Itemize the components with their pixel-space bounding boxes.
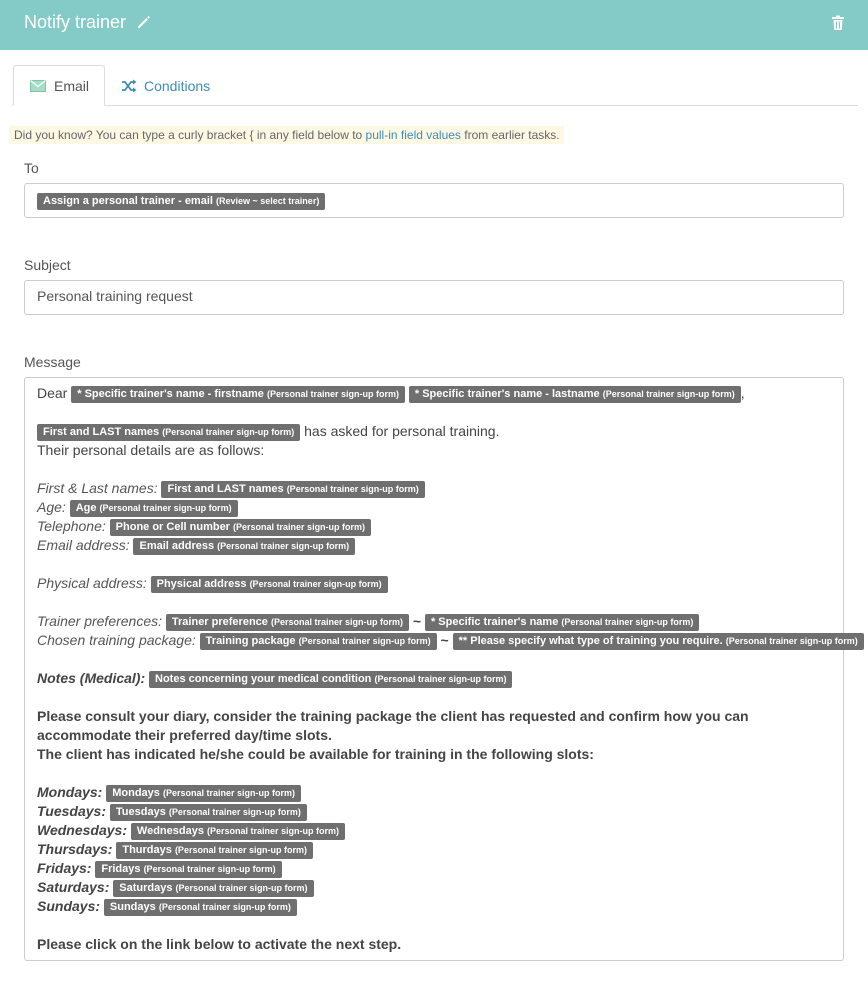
day-label: Saturdays:: [37, 879, 110, 895]
day-chip[interactable]: Tuesdays (Personal trainer sign-up form): [110, 804, 307, 821]
to-recipient-chip[interactable]: [37, 193, 325, 210]
envelope-icon: [30, 80, 46, 92]
day-chip[interactable]: Wednesdays (Personal trainer sign-up form): [131, 823, 345, 840]
day-label: Thursdays:: [37, 841, 113, 857]
consult-text-1: Please consult your diary, consider the training package the client has requested and confirm how you can: [37, 708, 749, 724]
field-chip[interactable]: ** Please specify what type of training you require. (Personal trainer sign-up form): [453, 633, 864, 650]
tilde-text: ~: [440, 632, 449, 648]
available-text: The client has indicated he/she could be available for training in the following slots:: [37, 746, 594, 762]
field-chip[interactable]: Notes concerning your medical condition (Personal trainer sign-up form): [149, 671, 512, 688]
field-label: Age:: [37, 499, 66, 515]
day-chip[interactable]: Mondays (Personal trainer sign-up form): [106, 785, 301, 802]
field-label: Trainer preferences:: [37, 613, 163, 629]
day-label: Tuesdays:: [37, 803, 106, 819]
pull-in-field-values-link[interactable]: pull-in field values: [365, 128, 461, 142]
tab-email[interactable]: [13, 65, 105, 106]
dear-text: Dear: [37, 385, 68, 401]
day-chip[interactable]: Saturdays (Personal trainer sign-up form): [113, 880, 313, 897]
comma-text: ,: [740, 385, 745, 401]
field-label: Notes (Medical):: [37, 670, 146, 686]
day-chip[interactable]: Sundays (Personal trainer sign-up form): [104, 899, 297, 916]
subject-input[interactable]: Personal training request: [24, 280, 844, 315]
field-chip[interactable]: * Specific trainer's name (Personal trainer sign-up form): [425, 614, 699, 631]
field-chip[interactable]: Trainer preference (Personal trainer sign-up form): [166, 614, 409, 631]
field-chip[interactable]: Age (Personal trainer sign-up form): [70, 500, 238, 517]
field-label: Email address:: [37, 537, 130, 553]
tip-text-after: from earlier tasks.: [460, 128, 560, 142]
field-chip[interactable]: Email address (Personal trainer sign-up form): [133, 538, 355, 555]
to-label: To: [24, 160, 39, 176]
field-label: Physical address:: [37, 575, 147, 591]
tip-banner: [9, 126, 564, 144]
trash-icon[interactable]: [831, 15, 845, 31]
tab-email-label: Email: [54, 77, 90, 94]
details-intro: Their personal details are as follows:: [37, 442, 265, 458]
tab-conditions[interactable]: [121, 65, 210, 106]
field-label: Chosen training package:: [37, 632, 196, 648]
day-label: Sundays:: [37, 898, 101, 914]
chip-source: (Review ~ select trainer): [216, 195, 320, 206]
tilde-text: ~: [412, 613, 422, 629]
field-chip[interactable]: Training package (Personal trainer sign-up form): [200, 633, 437, 650]
field-chip[interactable]: * Specific trainer's name - firstname (Personal trainer sign-up form): [71, 386, 405, 403]
day-chip[interactable]: Thurdays (Personal trainer sign-up form): [116, 842, 313, 859]
task-header: [0, 0, 868, 50]
field-chip[interactable]: Phone or Cell number (Personal trainer sign-up form): [110, 519, 371, 536]
to-field[interactable]: [24, 183, 844, 218]
field-label: First & Last names:: [37, 480, 158, 496]
pencil-icon[interactable]: [136, 14, 152, 30]
message-label: Message: [24, 354, 81, 370]
task-title[interactable]: Notify trainer: [24, 12, 127, 32]
asked-text: has asked for personal training.: [304, 423, 500, 439]
closing-text: Please click on the link below to activate the next step.: [37, 936, 402, 952]
consult-text-2: accommodate their preferred day/time slots.: [37, 727, 332, 743]
tip-text-before: Did you know? You can type a curly bracket { in any field below to: [14, 128, 366, 142]
day-label: Wednesdays:: [37, 822, 127, 838]
subject-label: Subject: [24, 257, 71, 273]
field-chip[interactable]: First and LAST names (Personal trainer sign-up form): [37, 424, 300, 441]
chip-main: Assign a personal trainer - email: [43, 194, 213, 207]
day-label: Mondays:: [37, 784, 103, 800]
shuffle-icon: [121, 79, 137, 93]
field-label: Telephone:: [37, 518, 106, 534]
day-chip[interactable]: Fridays (Personal trainer sign-up form): [95, 861, 281, 878]
field-chip[interactable]: Physical address (Personal trainer sign-up form): [151, 576, 388, 593]
tab-conditions-label: Conditions: [144, 77, 211, 94]
tab-bar: [12, 65, 858, 106]
message-editor[interactable]: [24, 377, 858, 961]
field-chip[interactable]: First and LAST names (Personal trainer sign-up form): [161, 481, 424, 498]
day-label: Fridays:: [37, 860, 92, 876]
field-chip[interactable]: * Specific trainer's name - lastname (Personal trainer sign-up form): [409, 386, 741, 403]
